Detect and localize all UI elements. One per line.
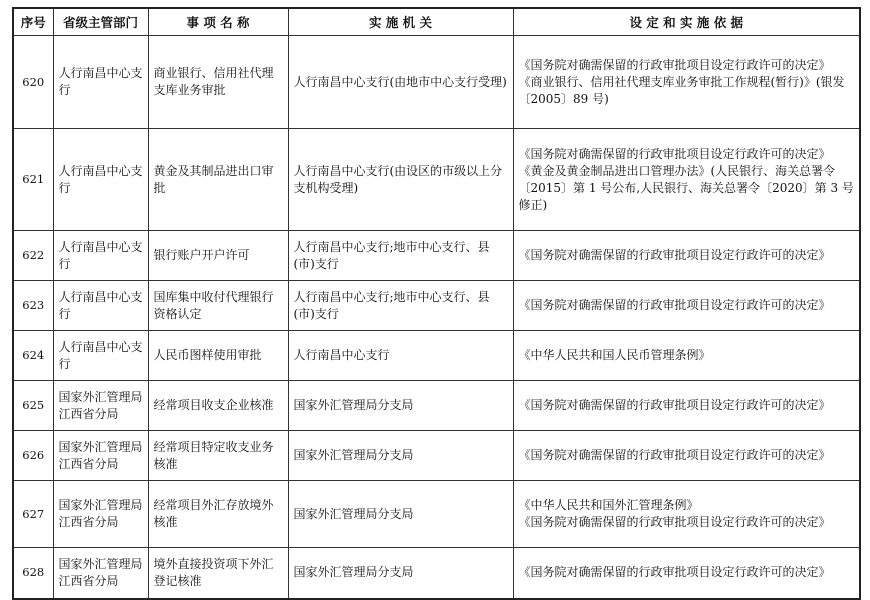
row-item: 经常项目特定收支业务核准 xyxy=(148,431,288,481)
table-row xyxy=(13,548,860,599)
row-basis xyxy=(513,331,860,381)
row-dept: 国家外汇管理局江西省分局 xyxy=(53,381,148,431)
row-basis xyxy=(513,481,860,548)
row-seq: 620 xyxy=(13,36,53,129)
header-agency: 实 施 机 关 xyxy=(288,8,513,36)
row-item: 商业银行、信用社代理支库业务审批 xyxy=(148,36,288,129)
header-basis: 设 定 和 实 施 依 据 xyxy=(513,8,860,36)
row-seq: 626 xyxy=(13,431,53,481)
basis-line: 《国务院对确需保留的行政审批项目设定行政许可的决定》 xyxy=(518,146,831,161)
row-basis xyxy=(513,281,860,331)
row-dept: 国家外汇管理局江西省分局 xyxy=(53,431,148,481)
header-seq: 序号 xyxy=(13,8,53,36)
table-row xyxy=(13,36,860,129)
row-seq: 623 xyxy=(13,281,53,331)
row-item: 银行账户开户许可 xyxy=(148,231,288,281)
row-seq: 621 xyxy=(13,129,53,231)
table-row xyxy=(13,481,860,548)
row-basis xyxy=(513,381,860,431)
row-dept: 人行南昌中心支行 xyxy=(53,36,148,129)
basis-line: 《中华人民共和国人民币管理条例》 xyxy=(518,348,711,362)
row-item: 国库集中收付代理银行资格认定 xyxy=(148,281,288,331)
row-dept: 人行南昌中心支行 xyxy=(53,331,148,381)
approval-items-table xyxy=(12,7,861,600)
row-agency: 国家外汇管理局分支局 xyxy=(288,431,513,481)
row-item: 人民币图样使用审批 xyxy=(148,331,288,381)
row-seq: 624 xyxy=(13,331,53,381)
row-item: 黄金及其制品进出口审批 xyxy=(148,129,288,231)
row-basis xyxy=(513,129,860,231)
row-dept: 国家外汇管理局江西省分局 xyxy=(53,548,148,599)
row-agency: 人行南昌中心支行;地市中心支行、县(市)支行 xyxy=(288,231,513,281)
basis-line: 《国务院对确需保留的行政审批项目设定行政许可的决定》 xyxy=(518,57,831,72)
basis-line: 《国务院对确需保留的行政审批项目设定行政许可的决定》 xyxy=(518,515,831,529)
row-seq: 625 xyxy=(13,381,53,431)
basis-line: 《国务院对确需保留的行政审批项目设定行政许可的决定》 xyxy=(518,448,831,462)
row-agency: 国家外汇管理局分支局 xyxy=(288,481,513,548)
row-item: 经常项目外汇存放境外核准 xyxy=(148,481,288,548)
row-seq: 627 xyxy=(13,481,53,548)
basis-line: 《国务院对确需保留的行政审批项目设定行政许可的决定》 xyxy=(518,248,831,262)
table-row xyxy=(13,281,860,331)
header-row xyxy=(13,8,860,36)
basis-line: 《商业银行、信用社代理支库业务审批工作规程(暂行)》(银发〔2005〕89 号) xyxy=(518,74,845,106)
basis-line: 《国务院对确需保留的行政审批项目设定行政许可的决定》 xyxy=(518,565,831,580)
table-row xyxy=(13,129,860,231)
row-agency: 国家外汇管理局分支局 xyxy=(288,548,513,599)
basis-line: 《中华人民共和国外汇管理条例》 xyxy=(518,498,699,512)
basis-line: 《黄金及黄金制品进出口管理办法》(人民银行、海关总署令〔2015〕第 1 号公布,人民银行、海关总署令〔2020〕第 3 号修正) xyxy=(518,163,854,212)
basis-line: 《国务院对确需保留的行政审批项目设定行政许可的决定》 xyxy=(518,298,831,312)
row-basis xyxy=(513,548,860,599)
row-agency: 人行南昌中心支行 xyxy=(288,331,513,381)
basis-line: 《国务院对确需保留的行政审批项目设定行政许可的决定》 xyxy=(518,398,831,412)
row-item: 境外直接投资项下外汇登记核准 xyxy=(148,548,288,599)
table-row xyxy=(13,331,860,381)
row-basis xyxy=(513,36,860,129)
row-dept: 人行南昌中心支行 xyxy=(53,129,148,231)
row-basis xyxy=(513,231,860,281)
row-basis xyxy=(513,431,860,481)
row-agency: 国家外汇管理局分支局 xyxy=(288,381,513,431)
header-item: 事 项 名 称 xyxy=(148,8,288,36)
row-seq: 622 xyxy=(13,231,53,281)
row-agency: 人行南昌中心支行;地市中心支行、县(市)支行 xyxy=(288,281,513,331)
row-seq: 628 xyxy=(13,548,53,599)
table-row xyxy=(13,231,860,281)
row-agency: 人行南昌中心支行(由地市中心支行受理) xyxy=(288,36,513,129)
header-dept: 省级主管部门 xyxy=(53,8,148,36)
row-item: 经常项目收支企业核准 xyxy=(148,381,288,431)
row-dept: 人行南昌中心支行 xyxy=(53,231,148,281)
row-dept: 人行南昌中心支行 xyxy=(53,281,148,331)
table-row xyxy=(13,381,860,431)
row-dept: 国家外汇管理局江西省分局 xyxy=(53,481,148,548)
table-row xyxy=(13,431,860,481)
row-agency: 人行南昌中心支行(由设区的市级以上分支机构受理) xyxy=(288,129,513,231)
